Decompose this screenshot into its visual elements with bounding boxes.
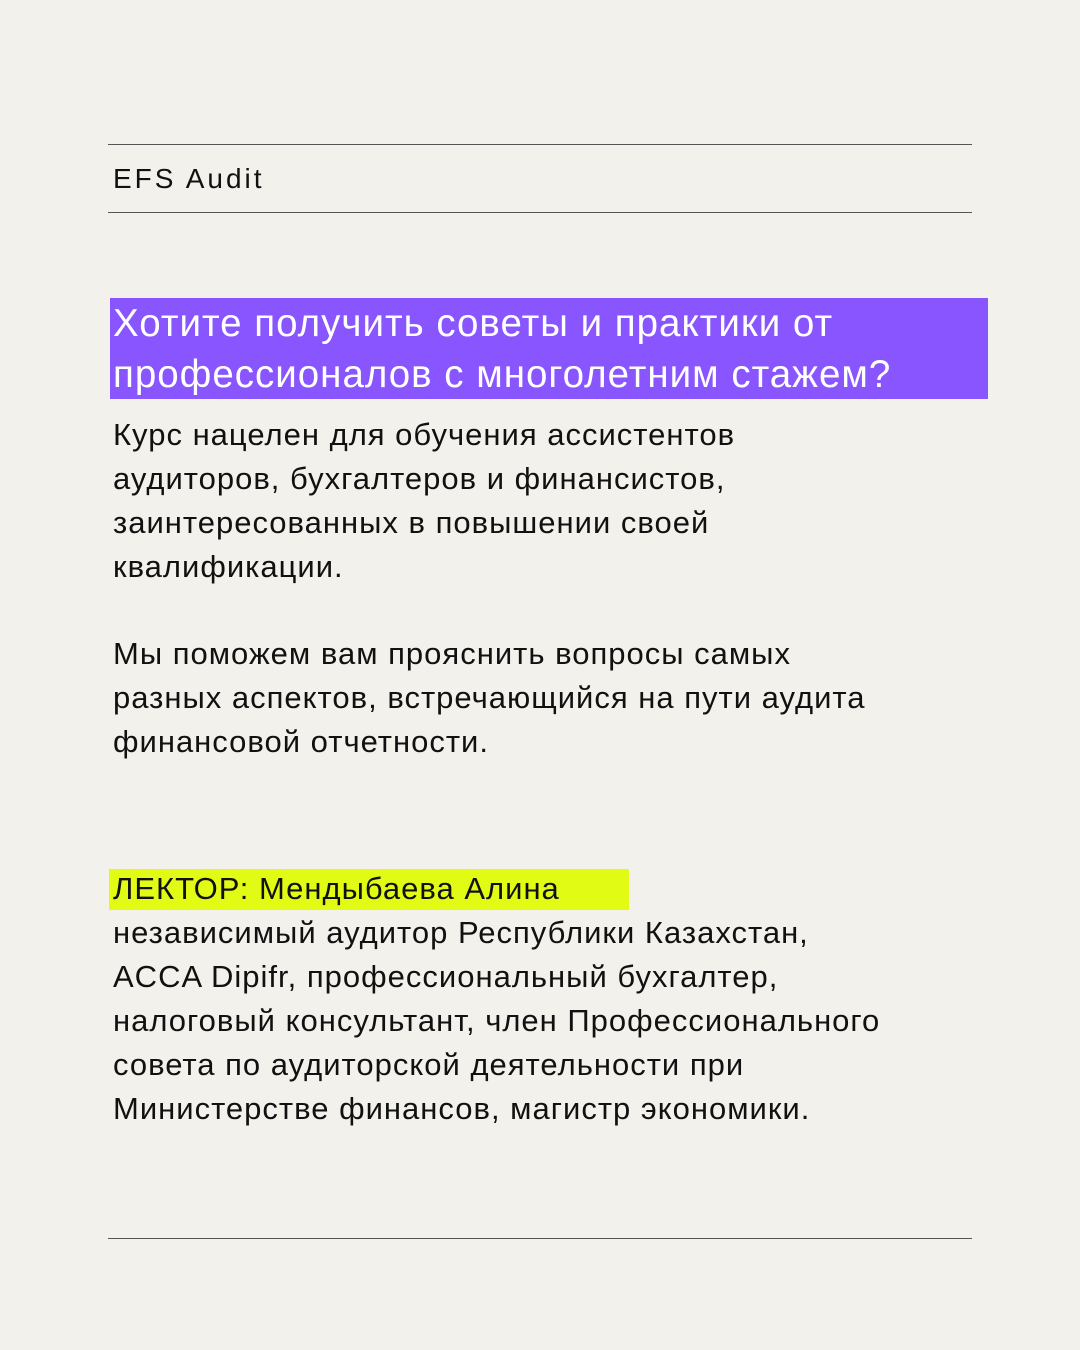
lector-bio (113, 911, 1013, 1131)
bio-line: ACCA Dipifr, профессиональный бухгалтер, (113, 959, 779, 994)
lector-label: ЛЕКТОР: Мендыбаева Алина (113, 871, 560, 906)
header-divider (108, 212, 972, 213)
help-paragraph (113, 632, 993, 764)
headline-line: профессионалов с многолетним стажем? (113, 353, 892, 396)
headline (113, 298, 993, 400)
bio-line: независимый аудитор Республики Казахстан, (113, 915, 809, 950)
brand-name: EFS Audit (113, 163, 265, 194)
help-line: Мы поможем вам прояснить вопросы самых (113, 636, 791, 671)
bio-line: совета по аудиторской деятельности при (113, 1047, 745, 1082)
intro-line: Курс нацелен для обучения ассистентов (113, 417, 736, 452)
help-line: финансовой отчетности. (113, 724, 489, 759)
bio-line: Министерстве финансов, магистр экономики. (113, 1091, 811, 1126)
bottom-divider (108, 1238, 972, 1239)
bio-line: налоговый консультант, член Профессионального (113, 1003, 881, 1038)
help-line: разных аспектов, встречающийся на пути аудита (113, 680, 866, 715)
intro-line: заинтересованных в повышении своей (113, 505, 710, 540)
intro-line: аудиторов, бухгалтеров и финансистов, (113, 461, 726, 496)
headline-line: Хотите получить советы и практики от (113, 302, 834, 345)
top-divider (108, 144, 972, 145)
intro-line: квалификации. (113, 549, 344, 584)
intro-paragraph (113, 413, 993, 589)
